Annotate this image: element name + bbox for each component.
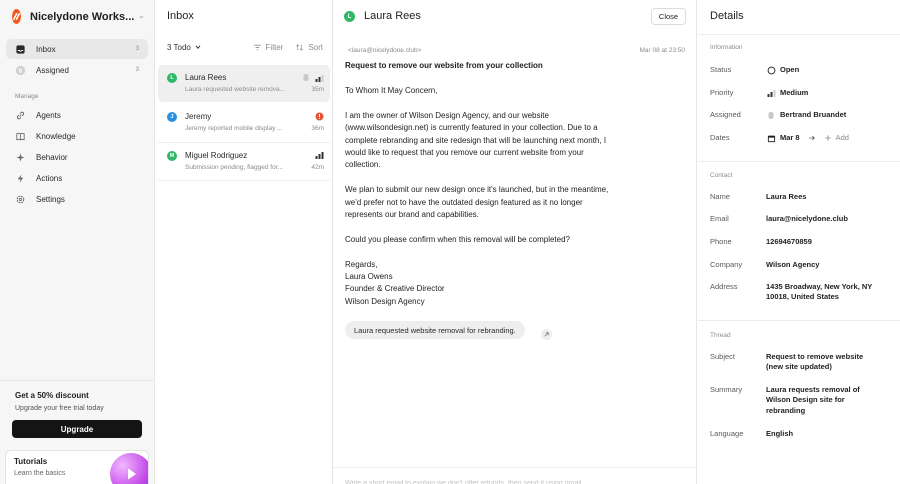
chevron-down-icon: [139, 13, 144, 21]
signature-name: Laura Owens: [345, 272, 393, 282]
conversation-meta: [302, 73, 324, 82]
thread-summary: Laura requests removal of Wilson Design site for rebranding: [766, 385, 860, 415]
add-label: Add: [835, 133, 849, 142]
status-value[interactable]: [766, 65, 891, 75]
company-label: Company: [710, 260, 743, 269]
conversation-item[interactable]: [158, 143, 330, 180]
avatar: J: [167, 112, 177, 122]
sidebar-item-behavior[interactable]: [6, 147, 148, 167]
divider: [158, 180, 330, 181]
contact-email[interactable]: laura@nicelydone.club: [766, 214, 848, 223]
thread-section-label: Thread: [710, 332, 731, 339]
workspace-name: Nicelydone Works...: [30, 10, 135, 23]
paragraph: We plan to submit our new design once it's launched, but in the meantime, we'd prefer not to have the outdated design featured as it no longer represents our brand and capabilities.: [345, 185, 609, 220]
sparkle-icon: [14, 151, 26, 163]
sort-label: Sort: [308, 42, 323, 52]
sort-icon: [295, 43, 304, 52]
upgrade-button[interactable]: Upgrade: [12, 420, 142, 438]
divider: [333, 467, 697, 468]
sidebar-item-label: Behavior: [36, 152, 68, 162]
tutorials-title: Tutorials: [14, 457, 48, 466]
conversation-item[interactable]: [158, 104, 330, 141]
inbox-icon: [14, 43, 26, 55]
inbox-toolbar: [167, 41, 323, 53]
manage-section-label: Manage: [15, 93, 39, 100]
conversation-meta: [315, 151, 324, 159]
sidebar-item-settings[interactable]: [6, 189, 148, 209]
conversation-name: Jeremy: [185, 112, 212, 121]
language-label: Language: [710, 429, 744, 438]
plus-icon: [824, 134, 832, 142]
message-date: Mar 08 at 23:50: [639, 47, 685, 54]
address-label: Address: [710, 282, 738, 291]
priority-value[interactable]: [766, 88, 891, 98]
sidebar-item-agents[interactable]: [6, 105, 148, 125]
conversation-preview: Laura requested website remova...: [185, 86, 286, 93]
sidebar-item-inbox[interactable]: [6, 39, 148, 59]
expand-arrow-icon[interactable]: [541, 329, 552, 340]
priority-high-icon: [315, 151, 324, 159]
conversation-time: 35m: [311, 86, 324, 93]
signature-company: Wilson Design Agency: [345, 296, 425, 306]
inbox-title: Inbox: [167, 10, 194, 22]
thread-subject: Request to remove website (new site updated): [766, 352, 864, 372]
workspace-logo-icon: [12, 9, 21, 24]
signoff: Regards,: [345, 259, 378, 269]
sidebar: [0, 0, 155, 484]
sidebar-item-label: Settings: [36, 194, 65, 204]
urgent-alert-icon: [315, 112, 324, 121]
sidebar-item-label: Inbox: [36, 44, 56, 54]
conversation-meta: [315, 112, 324, 121]
chevron-down-icon: [194, 43, 202, 51]
tutorials-card[interactable]: [5, 450, 149, 484]
contact-name: Laura Rees: [766, 192, 807, 201]
assigned-label: Assigned: [710, 110, 741, 119]
promo-subtitle: Upgrade your free trial today: [15, 405, 104, 412]
priority-medium-icon: [766, 88, 776, 98]
sidebar-item-label: Agents: [36, 110, 61, 120]
book-icon: [14, 130, 26, 142]
email-label: Email: [710, 214, 729, 223]
calendar-icon: [766, 133, 776, 143]
sidebar-item-knowledge[interactable]: [6, 126, 148, 146]
divider: [698, 320, 900, 321]
sidebar-item-label: Actions: [36, 173, 63, 183]
workspace-switcher[interactable]: [12, 9, 144, 24]
message-body: [345, 85, 610, 308]
contact-address: 1435 Broadway, New York, NY 10018, United States: [766, 282, 873, 302]
assigned-value[interactable]: [766, 110, 891, 120]
conversation-time: 42m: [311, 164, 324, 171]
assignee-name: Bertrand Bruandet: [780, 110, 847, 119]
ai-summary-pill[interactable]: Laura requested website removal for rebranding.: [345, 321, 525, 339]
thread-language: English: [766, 429, 794, 438]
name-label: Name: [710, 192, 731, 201]
assigned-avatar-icon: [14, 64, 26, 76]
sender-name: Laura Rees: [364, 10, 421, 22]
conversation-name: Miguel Rodriguez: [185, 151, 248, 160]
priority-label: Priority: [710, 88, 734, 97]
contact-phone[interactable]: 12694670859: [766, 237, 812, 246]
filter-button[interactable]: [253, 43, 284, 52]
assignee-avatar-icon: [302, 73, 310, 82]
upgrade-promo: [0, 380, 154, 446]
details-panel: [698, 0, 900, 484]
sidebar-item-label: Assigned: [36, 65, 69, 75]
divider: [698, 34, 900, 35]
todo-dropdown[interactable]: [167, 43, 202, 52]
tutorials-subtitle: Learn the basics: [14, 470, 66, 477]
phone-label: Phone: [710, 237, 732, 246]
inbox-count: 3: [135, 46, 139, 52]
arrow-right-icon: [808, 134, 816, 142]
sender-email: <laura@nicelydone.club>: [348, 47, 422, 54]
divider: [698, 161, 900, 162]
message-subject: Request to remove our website from your collection: [345, 61, 543, 70]
assignee-avatar-icon: [766, 110, 776, 120]
subject-label: Subject: [710, 352, 736, 361]
conversation-preview: Submission pending, flagged for...: [185, 164, 283, 171]
promo-title: Get a 50% discount: [15, 391, 89, 400]
filter-label: Filter: [265, 42, 284, 52]
priority-medium-icon: [315, 74, 324, 82]
avatar: L: [167, 73, 177, 83]
dates-value: [766, 133, 891, 143]
avatar: M: [167, 151, 177, 161]
gear-icon: [14, 193, 26, 205]
sidebar-item-label: Knowledge: [36, 131, 76, 141]
status-text: Open: [780, 65, 800, 74]
sidebar-item-actions[interactable]: [6, 168, 148, 188]
assigned-count: 3: [135, 67, 139, 73]
filter-icon: [253, 43, 262, 52]
link-icon: [14, 109, 26, 121]
sort-button[interactable]: [295, 43, 323, 52]
paragraph: Could you please confirm when this removal will be completed?: [345, 234, 570, 244]
contact-section-label: Contact: [710, 172, 733, 179]
close-button[interactable]: Close: [651, 8, 686, 25]
date-start[interactable]: Mar 8: [780, 133, 800, 142]
conversation-preview: Jeremy reported mobile display ...: [185, 125, 283, 132]
reply-input[interactable]: [345, 476, 645, 484]
dates-label: Dates: [710, 133, 730, 142]
bolt-icon: [14, 172, 26, 184]
svg-text:B: B: [18, 68, 22, 75]
greeting: To Whom It May Concern,: [345, 86, 438, 95]
conversation-time: 36m: [311, 125, 324, 132]
avatar: L: [344, 11, 355, 22]
status-label: Status: [710, 65, 732, 74]
add-date-button[interactable]: [824, 133, 849, 143]
conversation-name: Laura Rees: [185, 73, 227, 82]
details-title: Details: [710, 10, 744, 22]
status-open-icon: [766, 65, 776, 75]
message-panel: [333, 0, 697, 484]
play-icon[interactable]: [110, 453, 149, 484]
information-section-label: Information: [710, 44, 743, 51]
paragraph: I am the owner of Wilson Design Agency, and our website (www.wilsondesign.net) is currently featured in your collection. Due to a complete rebranding and site redesign that will be launching next month, I would like to request that you remove our current website from your collection.: [345, 110, 607, 170]
sidebar-item-assigned[interactable]: [6, 60, 148, 80]
signature-title: Founder & Creative Director: [345, 284, 445, 294]
todo-label: 3 Todo: [167, 42, 191, 52]
priority-text: Medium: [780, 88, 809, 97]
inbox-panel: [155, 0, 333, 484]
conversation-item[interactable]: [158, 65, 330, 102]
contact-company: Wilson Agency: [766, 260, 820, 269]
summary-label: Summary: [710, 385, 743, 394]
